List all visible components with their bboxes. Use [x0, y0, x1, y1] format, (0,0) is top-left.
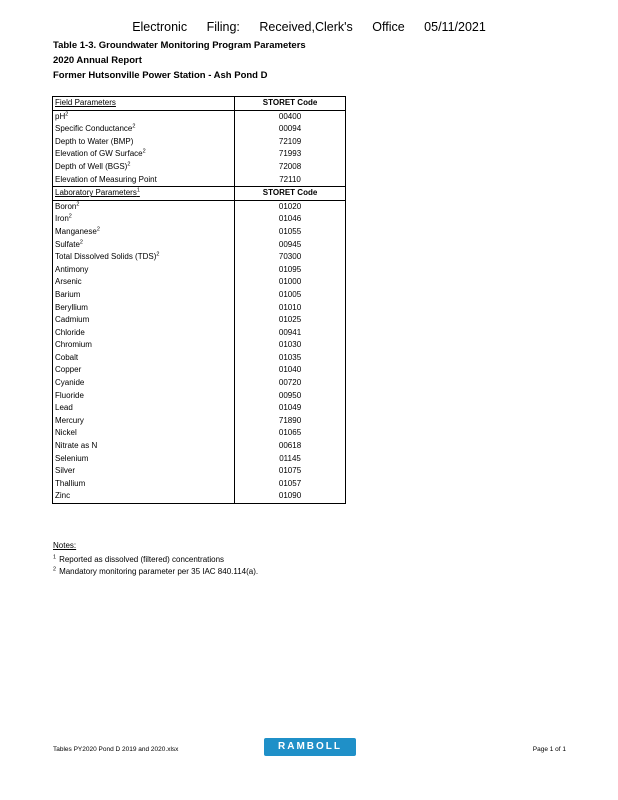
parameter-name	[53, 427, 235, 440]
table-row	[53, 200, 346, 213]
table-title-block	[53, 38, 306, 83]
storet-code: 01000	[235, 276, 346, 289]
table-row	[53, 226, 346, 239]
parameter-name	[53, 110, 235, 123]
parameter-name-text: Fluoride	[55, 390, 84, 400]
parameter-name-text: Elevation of Measuring Point	[55, 174, 157, 184]
parameter-name	[53, 213, 235, 226]
footnote-marker: 2	[96, 226, 100, 233]
storet-code: 01025	[235, 314, 346, 327]
report-name: 2020 Annual Report	[53, 55, 142, 66]
table-row	[53, 264, 346, 277]
table-row	[53, 161, 346, 174]
storet-code: 01145	[235, 453, 346, 466]
footnote-marker: 1	[136, 187, 140, 194]
storet-code: 01049	[235, 402, 346, 415]
parameter-name	[53, 302, 235, 315]
storet-code-header: STORET Code	[235, 97, 346, 111]
stamp-date: 05/11/2021	[424, 20, 486, 34]
storet-code: 00950	[235, 390, 346, 403]
parameter-name-text: Nitrate as N	[55, 441, 98, 451]
table-row	[53, 314, 346, 327]
storet-code: 72110	[235, 174, 346, 187]
footnote-marker: 2	[65, 110, 69, 117]
parameter-name	[53, 352, 235, 365]
storet-code: 00618	[235, 440, 346, 453]
stamp-received: Received,Clerk's	[259, 20, 353, 34]
table-row	[53, 239, 346, 252]
storet-code: 01040	[235, 364, 346, 377]
parameter-name-text: Cyanide	[55, 378, 85, 388]
stamp-electronic: Electronic	[132, 20, 188, 34]
parameter-name-text: Zinc	[55, 491, 71, 501]
parameter-name-text: Total Dissolved Solids (TDS)	[55, 252, 157, 262]
table-header-row	[53, 187, 346, 201]
parameter-name-text: Elevation of GW Surface	[55, 149, 143, 159]
table-row	[53, 453, 346, 466]
parameter-name	[53, 239, 235, 252]
storet-code: 72109	[235, 136, 346, 149]
parameter-name-text: Specific Conductance	[55, 124, 133, 134]
footnote-marker: 2	[127, 161, 131, 168]
table-row	[53, 327, 346, 340]
storet-code: 01035	[235, 352, 346, 365]
parameter-name	[53, 339, 235, 352]
site-name: Former Hutsonville Power Station - Ash Pond D	[53, 70, 268, 81]
table-row	[53, 465, 346, 478]
storet-code: 00941	[235, 327, 346, 340]
table-row	[53, 148, 346, 161]
filing-stamp	[0, 20, 618, 34]
parameter-name	[53, 276, 235, 289]
parameter-name-text: Depth of Well (BGS)	[55, 161, 128, 171]
parameter-name	[53, 415, 235, 428]
parameter-name-text: Beryllium	[55, 302, 88, 312]
table-row	[53, 289, 346, 302]
parameter-name	[53, 161, 235, 174]
storet-code: 01046	[235, 213, 346, 226]
parameter-name	[53, 377, 235, 390]
storet-code: 01095	[235, 264, 346, 277]
table-row	[53, 415, 346, 428]
parameter-name	[53, 327, 235, 340]
parameter-name	[53, 390, 235, 403]
parameter-name-text: Chromium	[55, 340, 92, 350]
parameter-name-text: Thallium	[55, 478, 86, 488]
parameter-name	[53, 440, 235, 453]
storet-code: 71993	[235, 148, 346, 161]
footer-filename: Tables PY2020 Pond D 2019 and 2020.xlsx	[53, 746, 179, 753]
storet-code: 00094	[235, 123, 346, 136]
parameter-name-text: Selenium	[55, 453, 89, 463]
footnote-marker: 2	[156, 251, 160, 258]
parameter-name-text: Boron	[55, 201, 77, 211]
parameter-name	[53, 200, 235, 213]
table-row	[53, 251, 346, 264]
footnote-marker: 2	[76, 201, 80, 208]
storet-code: 01020	[235, 200, 346, 213]
parameter-name	[53, 490, 235, 503]
storet-code: 71890	[235, 415, 346, 428]
storet-code: 72008	[235, 161, 346, 174]
storet-code: 01005	[235, 289, 346, 302]
parameter-name-text: Chloride	[55, 327, 85, 337]
note-text: Mandatory monitoring parameter per 35 IAC 840.114(a).	[59, 567, 259, 576]
storet-code: 01057	[235, 478, 346, 491]
table-title: Table 1-3. Groundwater Monitoring Program Parameters	[53, 40, 306, 51]
table-row	[53, 123, 346, 136]
table-row	[53, 364, 346, 377]
note-item	[53, 554, 258, 566]
table-row	[53, 427, 346, 440]
parameter-name-text: Depth to Water (BMP)	[55, 136, 134, 146]
parameter-name-text: Iron	[55, 214, 69, 224]
table-row	[53, 352, 346, 365]
note-item	[53, 566, 258, 578]
table-row	[53, 402, 346, 415]
parameter-name	[53, 453, 235, 466]
table-row	[53, 302, 346, 315]
storet-code: 01065	[235, 427, 346, 440]
storet-code-header: STORET Code	[235, 187, 346, 201]
parameter-name-text: Copper	[55, 365, 82, 375]
storet-code: 01010	[235, 302, 346, 315]
parameter-name	[53, 465, 235, 478]
ramboll-logo: RAMBOLL	[264, 738, 356, 756]
parameter-name-text: Arsenic	[55, 277, 82, 287]
table-row	[53, 377, 346, 390]
parameter-name-text: Barium	[55, 289, 81, 299]
note-text: Reported as dissolved (filtered) concentrations	[59, 555, 225, 564]
footnote-marker: 1	[53, 554, 57, 561]
table-row	[53, 110, 346, 123]
storet-code: 00400	[235, 110, 346, 123]
parameter-name	[53, 226, 235, 239]
parameter-name-text: Antimony	[55, 264, 89, 274]
parameter-name-text: Cadmium	[55, 315, 90, 325]
parameter-name	[53, 264, 235, 277]
table-row	[53, 174, 346, 187]
parameter-name-text: Manganese	[55, 226, 97, 236]
parameter-name	[53, 314, 235, 327]
parameter-name-text: Silver	[55, 466, 76, 476]
parameter-name-text: pH	[55, 111, 66, 121]
parameter-name	[53, 251, 235, 264]
table-row	[53, 490, 346, 503]
footnote-marker: 2	[68, 213, 72, 220]
parameter-name	[53, 402, 235, 415]
parameter-name-text: Sulfate	[55, 239, 80, 249]
parameter-name-text: Lead	[55, 403, 73, 413]
footnote-marker: 2	[79, 238, 83, 245]
section-header-text: Field Parameters	[55, 98, 116, 107]
storet-code: 00720	[235, 377, 346, 390]
stamp-office: Office	[372, 20, 405, 34]
table-row	[53, 276, 346, 289]
table-row	[53, 213, 346, 226]
section-header-text: Laboratory Parameters	[55, 188, 137, 198]
parameter-name-text: Mercury	[55, 415, 84, 425]
footnote-marker: 2	[132, 123, 136, 130]
storet-code: 01090	[235, 490, 346, 503]
table-row	[53, 339, 346, 352]
footer-page-number: Page 1 of 1	[532, 746, 566, 753]
stamp-filing: Filing:	[206, 20, 240, 34]
parameter-name-text: Nickel	[55, 428, 77, 438]
footnote-marker: 2	[142, 148, 146, 155]
parameter-name	[53, 289, 235, 302]
footnote-marker: 2	[53, 566, 57, 573]
storet-code: 00945	[235, 239, 346, 252]
table-row	[53, 478, 346, 491]
storet-code: 70300	[235, 251, 346, 264]
notes-section	[53, 540, 258, 578]
storet-code: 01055	[235, 226, 346, 239]
parameter-name	[53, 148, 235, 161]
parameter-name	[53, 478, 235, 491]
parameters-table	[52, 96, 346, 504]
storet-code: 01030	[235, 339, 346, 352]
parameter-name	[53, 136, 235, 149]
notes-header: Notes:	[53, 541, 77, 550]
section-header-label	[53, 97, 235, 111]
storet-code: 01075	[235, 465, 346, 478]
table-row	[53, 390, 346, 403]
parameter-name	[53, 364, 235, 377]
table-header-row	[53, 97, 346, 111]
table-row	[53, 136, 346, 149]
table-row	[53, 440, 346, 453]
parameter-name	[53, 174, 235, 187]
section-header-label	[53, 187, 235, 201]
parameter-name	[53, 123, 235, 136]
parameter-name-text: Cobalt	[55, 352, 79, 362]
